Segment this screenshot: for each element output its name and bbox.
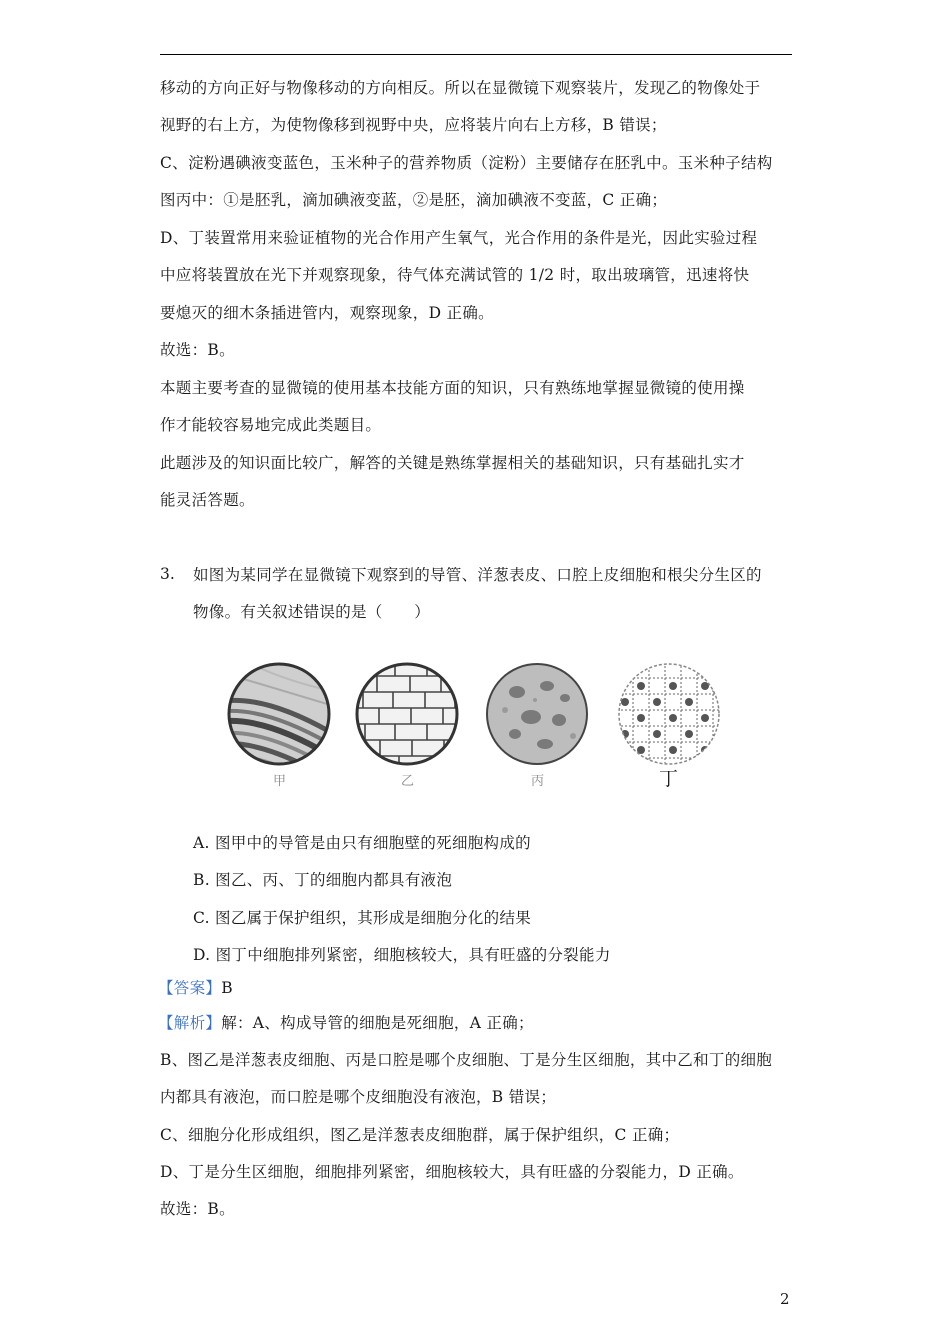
text-line: 本题主要考查的显微镜的使用基本技能方面的知识，只有熟练地掌握显微镜的使用操 bbox=[160, 379, 745, 397]
text-line: 移动的方向正好与物像移动的方向相反。所以在显微镜下观察装片，发现乙的物像处于 bbox=[160, 79, 761, 97]
text-line: C、淀粉遇碘液变蓝色，玉米种子的营养物质（淀粉）主要储存在胚乳中。玉米种子结构 bbox=[160, 154, 773, 172]
analysis-tag: 【解析】 bbox=[158, 1014, 222, 1032]
text-line: 内都具有液泡，而口腔是哪个皮细胞没有液泡，B 错误； bbox=[160, 1088, 557, 1106]
text-line: D、丁是分生区细胞，细胞排列紧密，细胞核较大，具有旺盛的分裂能力，D 正确。 bbox=[160, 1163, 744, 1181]
text-line: D、丁装置常用来验证植物的光合作用产生氧气，光合作用的条件是光，因此实验过程 bbox=[160, 229, 758, 247]
text-line: 图丙中：①是胚乳，滴加碘液变蓝，②是胚，滴加碘液不变蓝，C 正确； bbox=[160, 191, 668, 209]
figure-label-yi: 乙 bbox=[401, 774, 415, 789]
text-line: 中应将装置放在光下并观察现象，待气体充满试管的 1/2 时，取出玻璃管，迅速将快 bbox=[160, 266, 750, 284]
text-line: 要熄灭的细木条插进管内，观察现象，D 正确。 bbox=[160, 304, 494, 322]
answer-tag: 【答案】 bbox=[158, 979, 222, 997]
figure-label-bing: 丙 bbox=[531, 774, 545, 789]
question-number: 3. bbox=[160, 565, 175, 583]
text-line: C、细胞分化形成组织，图乙是洋葱表皮细胞群，属于保护组织，C 正确； bbox=[160, 1126, 680, 1144]
text-line: 作才能较容易地完成此类题目。 bbox=[160, 416, 382, 434]
analysis-line bbox=[158, 1013, 534, 1033]
micrograph-yi bbox=[355, 662, 460, 767]
micrograph-ding bbox=[617, 662, 722, 767]
microscope-figures bbox=[225, 662, 725, 792]
text-line: 此题涉及的知识面比较广，解答的关键是熟练掌握相关的基础知识，只有基础扎实才 bbox=[160, 454, 745, 472]
answer-value: B bbox=[221, 979, 233, 997]
analysis-text: 解：A、构成导管的细胞是死细胞，A 正确； bbox=[221, 1014, 534, 1032]
option-a: A. 图甲中的导管是由只有细胞壁的死细胞构成的 bbox=[193, 834, 531, 852]
text-line: B、图乙是洋葱表皮细胞、丙是口腔是哪个皮细胞、丁是分生区细胞，其中乙和丁的细胞 bbox=[160, 1051, 773, 1069]
option-d: D. 图丁中细胞排列紧密，细胞核较大，具有旺盛的分裂能力 bbox=[193, 946, 611, 964]
question-stem: 物像。有关叙述错误的是（ ） bbox=[193, 603, 431, 621]
text-line: 视野的右上方，为使物像移到视野中央，应将装片向右上方移，B 错误； bbox=[160, 116, 667, 134]
option-c: C. 图乙属于保护组织，其形成是细胞分化的结果 bbox=[193, 909, 532, 927]
figure-label-jia: 甲 bbox=[273, 774, 287, 789]
answer-line bbox=[158, 978, 233, 998]
micrograph-bing bbox=[485, 662, 590, 767]
micrograph-jia bbox=[227, 662, 332, 767]
header-rule bbox=[160, 54, 792, 55]
text-line: 故选：B。 bbox=[160, 1200, 235, 1218]
figure-label-ding: 丁 bbox=[659, 768, 679, 790]
text-line: 故选：B。 bbox=[160, 341, 235, 359]
question-stem: 如图为某同学在显微镜下观察到的导管、洋葱表皮、口腔上皮细胞和根尖分生区的 bbox=[193, 566, 762, 584]
text-line: 能灵活答题。 bbox=[160, 491, 255, 509]
page-number: 2 bbox=[780, 1290, 790, 1308]
option-b: B. 图乙、丙、丁的细胞内都具有液泡 bbox=[193, 871, 453, 889]
